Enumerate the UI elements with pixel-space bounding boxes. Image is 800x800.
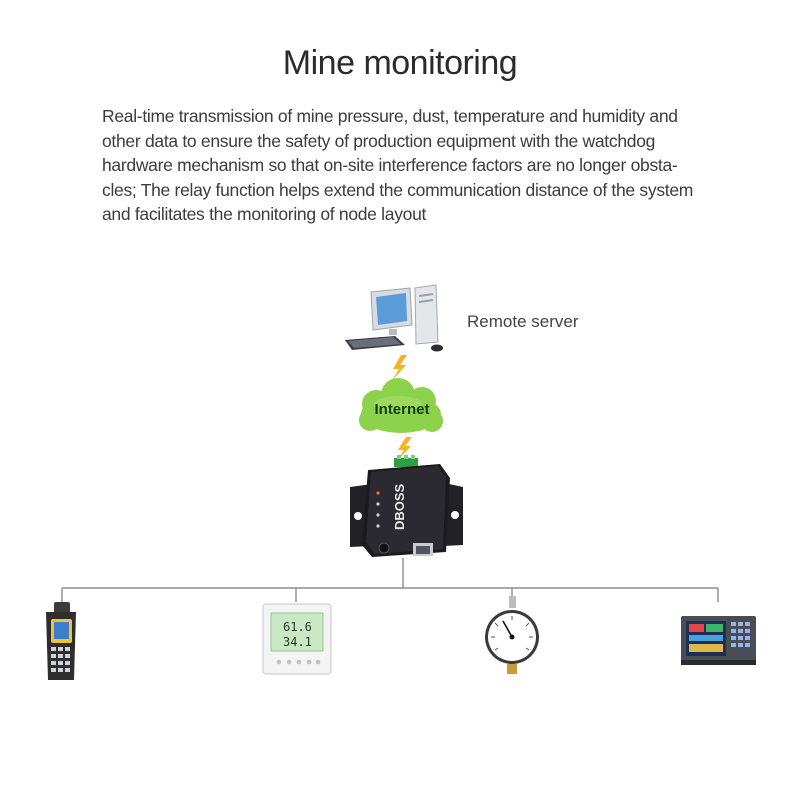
lightning-bolt-icon — [392, 355, 407, 381]
serial-device-server-icon — [350, 455, 463, 557]
connection-lines — [62, 558, 718, 602]
internet-label: Internet — [374, 401, 430, 418]
description-line: and facilitates the monitoring of node layout — [102, 204, 427, 224]
meter-reading-top: 61.6 — [283, 620, 312, 634]
description-line: cles; The relay function helps extend the communication distance of the system — [102, 179, 694, 200]
description-line: Real-time transmission of mine pressure, dust, temperature and humidity and — [102, 106, 678, 126]
pressure-gauge-icon — [485, 596, 539, 674]
meter-reading-bottom: 34.1 — [283, 635, 312, 649]
remote-server-label: Remote server — [467, 312, 579, 331]
temperature-humidity-meter-icon — [263, 604, 331, 674]
page-title: Mine monitoring — [282, 44, 518, 82]
handheld-terminal-icon — [46, 602, 76, 680]
description-line: other data to ensure the safety of production equipment with the watchdog — [102, 130, 656, 151]
device-brand-label: DBOSS — [392, 483, 407, 530]
description-line: hardware mechanism so that on-site interference factors are no longer obsta- — [102, 155, 678, 175]
industrial-controller-icon — [681, 616, 756, 665]
desktop-computer-icon — [345, 285, 443, 352]
